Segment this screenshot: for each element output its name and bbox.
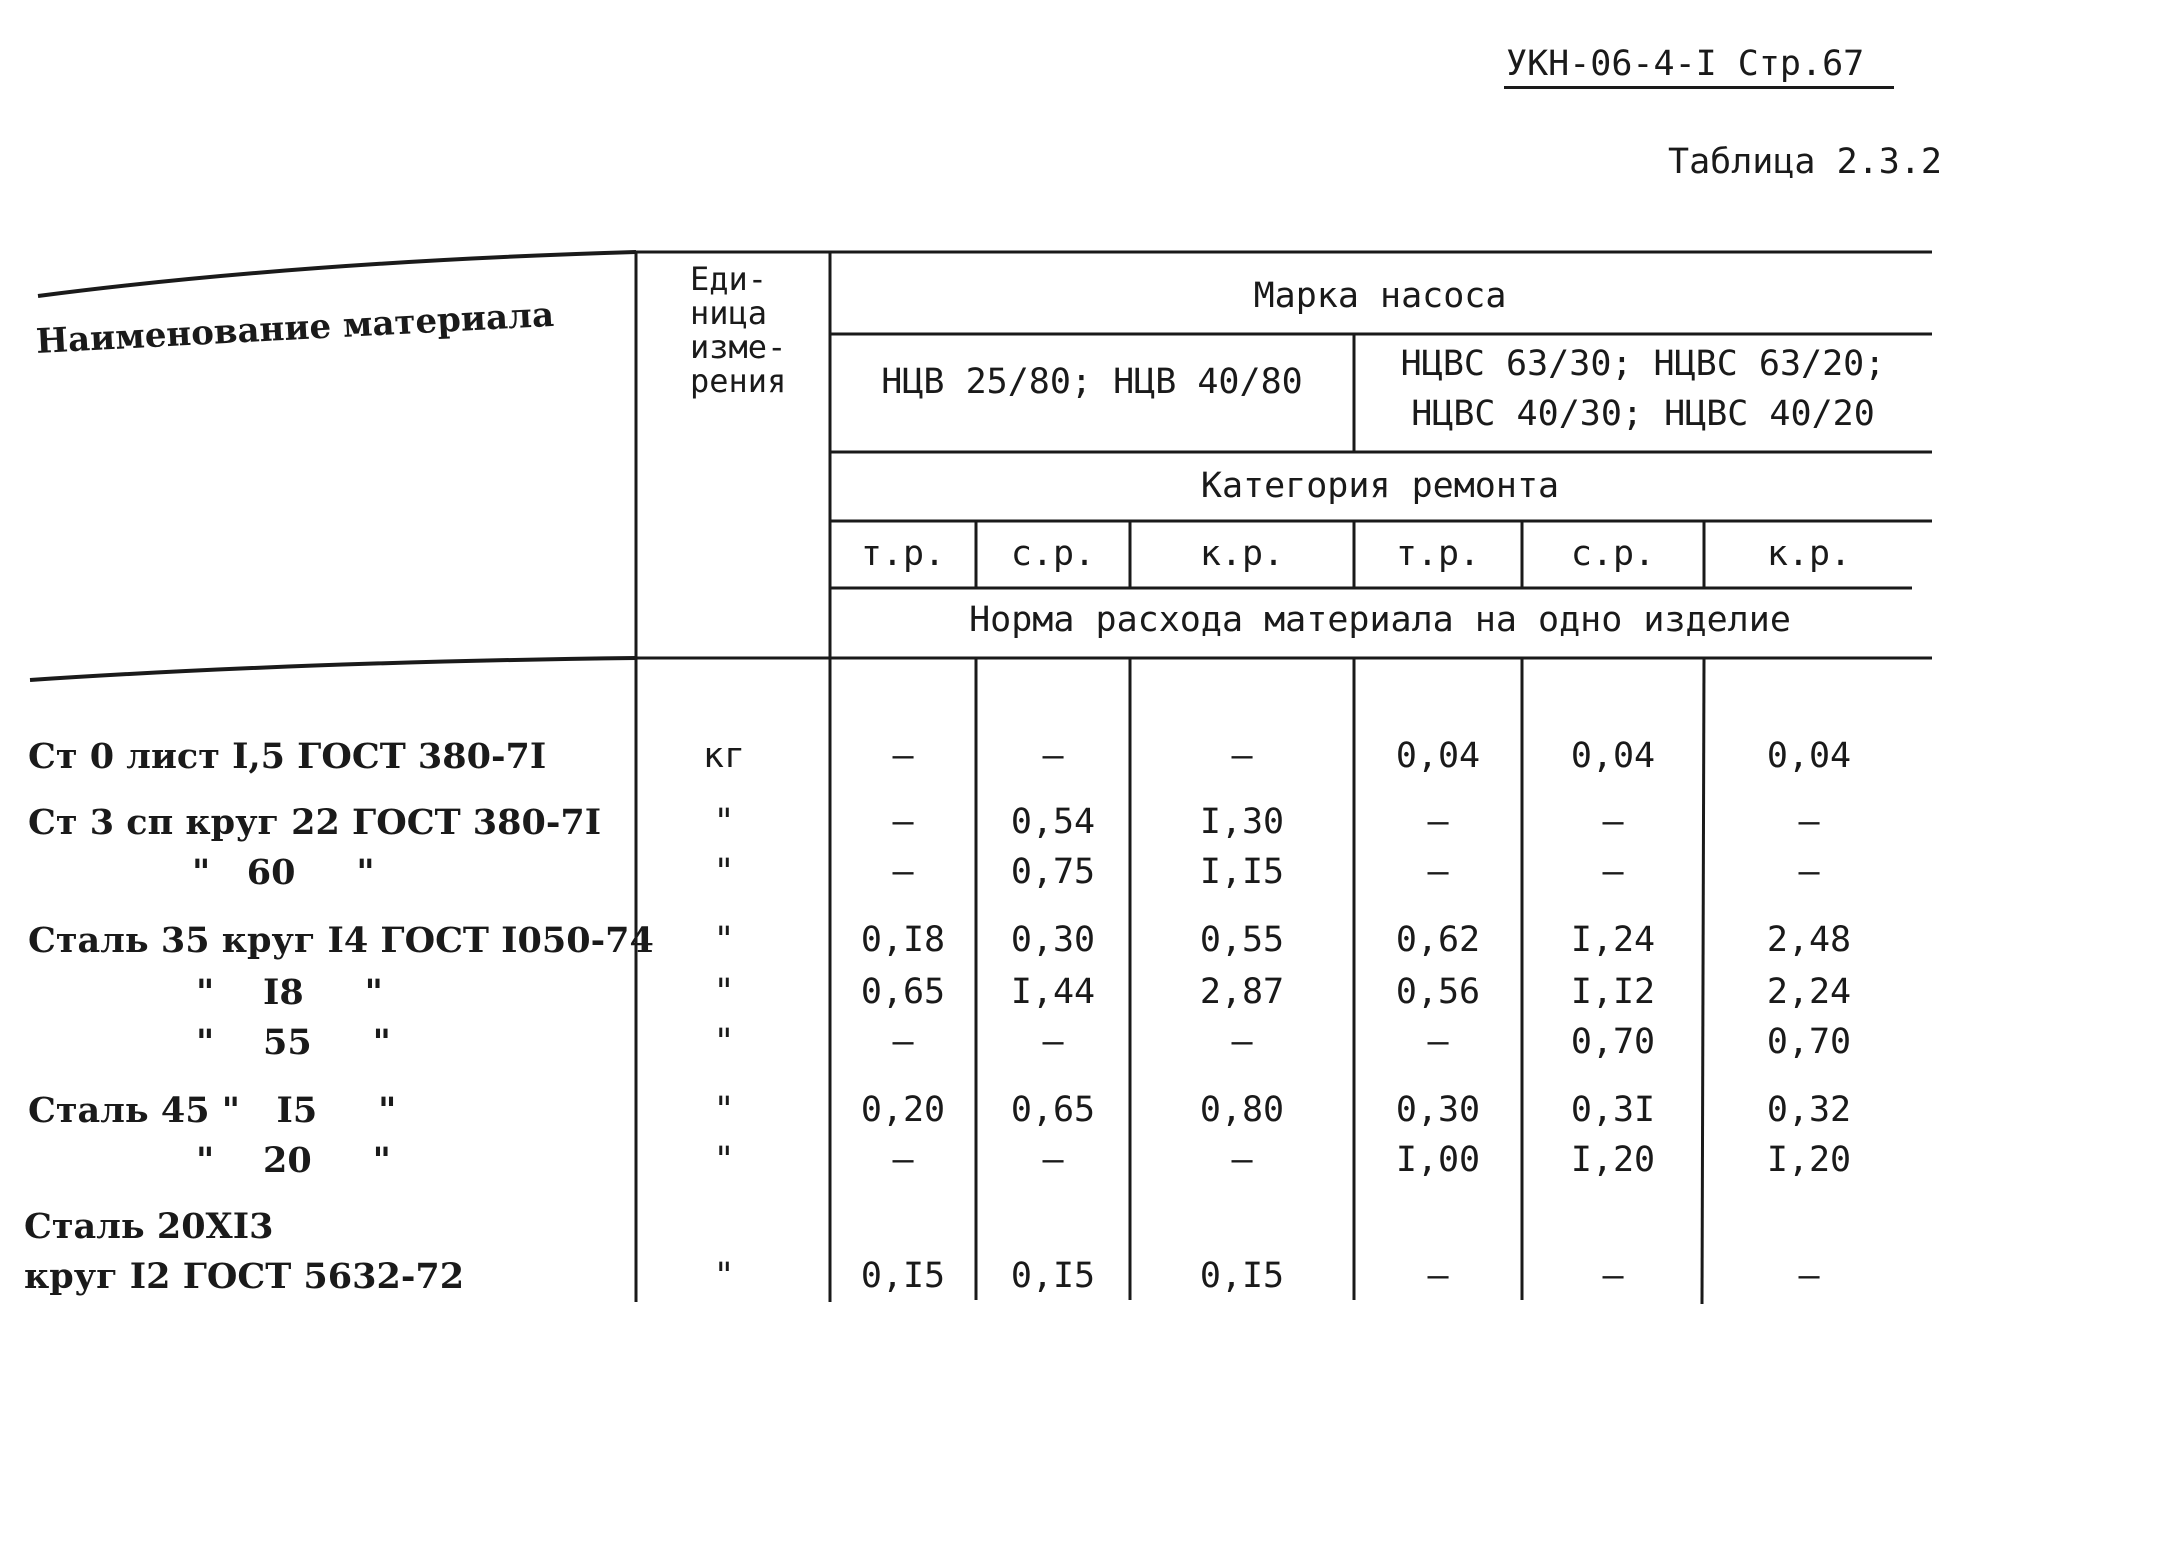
table-cell: 0,30 [1010, 920, 1096, 960]
row-unit: кг [702, 736, 746, 776]
table-cell: 0,I5 [860, 1256, 946, 1296]
table-cell: – [1042, 1022, 1064, 1062]
table-cell: 0,32 [1766, 1090, 1852, 1130]
table-cell: – [892, 736, 914, 776]
row-unit: " [713, 852, 735, 892]
table-cell: – [1042, 1140, 1064, 1180]
row-label: " I8 " [196, 972, 383, 1013]
table-cell: 0,55 [1199, 920, 1285, 960]
table-cell: – [1427, 852, 1449, 892]
table-cell: I,I2 [1570, 972, 1656, 1012]
row-unit: " [713, 1256, 735, 1296]
table-cell: – [1798, 1256, 1820, 1296]
row-label: Сталь 20XI3 [24, 1206, 274, 1247]
table-cell: I,I5 [1199, 852, 1285, 892]
table-cell: 0,I5 [1199, 1256, 1285, 1296]
row-label: " 55 " [196, 1022, 391, 1063]
table-cell: – [1231, 736, 1253, 776]
document-code: УКН-06-4-I Стр.67 [1506, 44, 1865, 84]
table-cell: – [1602, 802, 1624, 842]
table-cell: 2,24 [1766, 972, 1852, 1012]
row-label: Сталь 35 круг I4 ГОСТ I050-74 [28, 920, 654, 961]
table-cell: 0,65 [860, 972, 946, 1012]
table-cell: 0,62 [1395, 920, 1481, 960]
table-cell: 0,I8 [860, 920, 946, 960]
row-unit: " [713, 1022, 735, 1062]
table-cell: – [892, 1140, 914, 1180]
header-group-2-line-2: НЦВС 40/30; НЦВС 40/20 [1411, 394, 1875, 434]
table-cell: – [1602, 852, 1624, 892]
table-cell: – [892, 1022, 914, 1062]
table-cell: 0,30 [1395, 1090, 1481, 1130]
row-label: " 20 " [196, 1140, 391, 1181]
row-unit: " [713, 1090, 735, 1130]
table-cell: 0,56 [1395, 972, 1481, 1012]
table-cell: 0,54 [1010, 802, 1096, 842]
header-norm: Норма расхода материала на одно изделие [969, 600, 1791, 640]
table-cell: 0,04 [1570, 736, 1656, 776]
table-cell: – [1427, 1256, 1449, 1296]
header-unit: Еди- ница изме- рения [690, 260, 787, 400]
table-cell: – [1231, 1140, 1253, 1180]
table-cell: 0,3I [1570, 1090, 1656, 1130]
table-cell: 0,04 [1395, 736, 1481, 776]
table-cell: – [892, 852, 914, 892]
table-cell: I,30 [1199, 802, 1285, 842]
subheader-tr-1: т.р. [860, 534, 946, 574]
header-material-name: Наименование материала [34, 294, 555, 362]
table-cell: I,20 [1570, 1140, 1656, 1180]
header-group-1: НЦВ 25/80; НЦВ 40/80 [881, 362, 1303, 402]
row-unit: " [713, 1140, 735, 1180]
row-unit: " [713, 802, 735, 842]
table-cell: 0,20 [860, 1090, 946, 1130]
subheader-kr-2: к.р. [1766, 534, 1852, 574]
table-number: Таблица 2.3.2 [1668, 142, 1942, 182]
subheader-kr-1: к.р. [1199, 534, 1285, 574]
table-cell: 0,70 [1766, 1022, 1852, 1062]
table-cell: 0,80 [1199, 1090, 1285, 1130]
table-cell: I,24 [1570, 920, 1656, 960]
header-group-2-line-1: НЦВС 63/30; НЦВС 63/20; [1400, 344, 1886, 384]
table-cell: I,20 [1766, 1140, 1852, 1180]
table-cell: 0,70 [1570, 1022, 1656, 1062]
table-cell: – [1427, 802, 1449, 842]
table-cell: I,44 [1010, 972, 1096, 1012]
table-cell: 0,75 [1010, 852, 1096, 892]
table-cell: – [1427, 1022, 1449, 1062]
row-unit: " [713, 972, 735, 1012]
row-label: Сталь 45 " I5 " [28, 1090, 397, 1131]
header-repair-category: Категория ремонта [1200, 466, 1560, 506]
row-unit: " [713, 920, 735, 960]
table-cell: 0,65 [1010, 1090, 1096, 1130]
row-label: " 60 " [192, 852, 375, 893]
table-cell: – [1602, 1256, 1624, 1296]
table-cell: – [1231, 1022, 1253, 1062]
table-cell: 2,87 [1199, 972, 1285, 1012]
table-cell: – [892, 802, 914, 842]
subheader-sr-1: с.р. [1010, 534, 1096, 574]
subheader-tr-2: т.р. [1395, 534, 1481, 574]
table-cell: I,00 [1395, 1140, 1481, 1180]
table-cell: – [1798, 802, 1820, 842]
table-cell: 0,I5 [1010, 1256, 1096, 1296]
row-label: Ст 3 сп круг 22 ГОСТ 380-7I [28, 802, 602, 843]
row-label: Ст 0 лист I,5 ГОСТ 380-7I [28, 736, 547, 777]
table-cell: – [1042, 736, 1064, 776]
header-pump-brand: Марка насоса [1253, 276, 1507, 316]
row-label: круг I2 ГОСТ 5632-72 [24, 1256, 465, 1297]
table-cell: 0,04 [1766, 736, 1852, 776]
subheader-sr-2: с.р. [1570, 534, 1656, 574]
table-cell: – [1798, 852, 1820, 892]
table-cell: 2,48 [1766, 920, 1852, 960]
